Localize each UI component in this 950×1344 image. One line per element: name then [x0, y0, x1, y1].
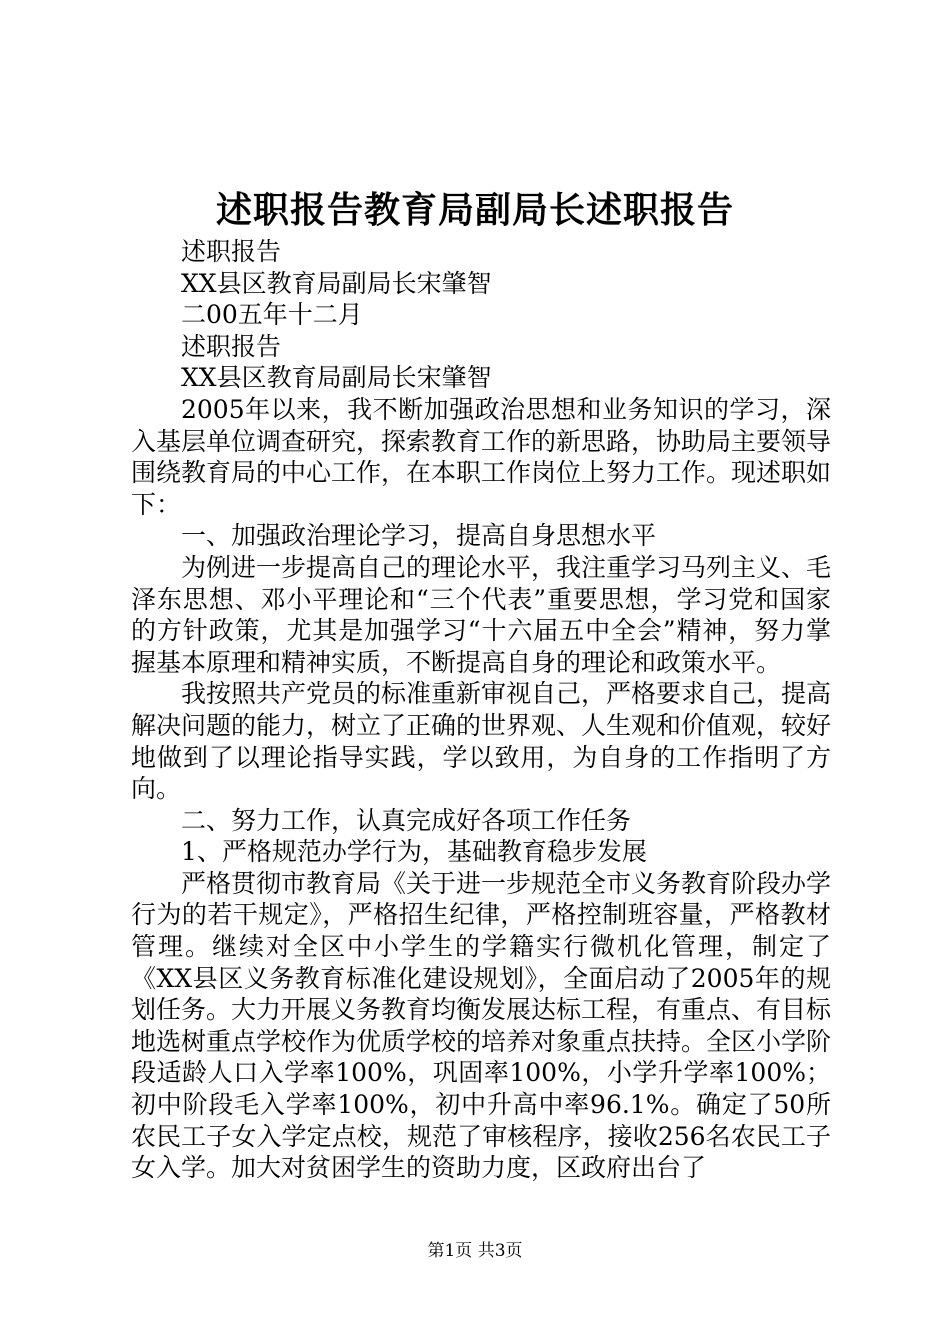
- page-footer: 第1页 共3页: [427, 1241, 523, 1261]
- paragraph-author-repeat: XX县区教育局副局长宋肇智: [181, 363, 492, 393]
- paragraph-intro: 2005年以来，我不断加强政治思想和业务知识的学习，深入基层单位调查研究，探索教育工作的新思路，协助局主要领导围绕教育局的中心工作，在本职工作岗位上努力工作。现述职如下：: [131, 394, 832, 519]
- document-body: [131, 236, 831, 1184]
- section-heading-1: 一、加强政治理论学习，提高自身思想水平: [181, 521, 657, 551]
- subsection-heading-1: 1、严格规范办学行为，基础教育稳步发展: [181, 837, 647, 867]
- paragraph-date: 二00五年十二月: [181, 300, 363, 330]
- paragraph-self-review: 我按照共产党员的标准重新审视自己，严格要求自己，提高解决问题的能力，树立了正确的世界观、人生观和价值观，较好地做到了以理论指导实践，学以致用，为自身的工作指明了方向。: [131, 679, 832, 804]
- paragraph-school-regulation: 严格贯彻市教育局《关于进一步规范全市义务教育阶段办学行为的若干规定》，严格招生纪律，严格控制班容量，严格教材管理。继续对全区中小学生的学籍实行微机化管理，制定了《XX县区义务教育标准化建设规划》，全面启动了2005年的规划任务。大力开展义务教育均衡发展达标工程，有重点、有目标地选树重点学校作为优质学校的培养对象重点扶持。全区小学阶段适龄人口入学率100%，巩固率100%，小学升学率100%；初中阶段毛入学率100%，初中升高中率96.1%。确定了50所农民工子女入学定点校，规范了审核程序，接收256名农民工子女入学。加大对贫困学生的资助力度，区政府出台了: [131, 868, 832, 1183]
- document-title: 述职报告教育局副局长述职报告: [215, 189, 734, 231]
- section-heading-2: 二、努力工作，认真完成好各项工作任务: [181, 805, 632, 835]
- paragraph-theory-study: 为例进一步提高自己的理论水平，我注重学习马列主义、毛泽东思想、邓小平理论和“三个代表”重要思想，学习党和国家的方针政策，尤其是加强学习“十六届五中全会”精神，努力掌握基本原理和精神实质，不断提高自身的理论和政策水平。: [131, 552, 832, 677]
- paragraph-heading-label-repeat: 述职报告: [181, 331, 282, 361]
- paragraph-heading-label: 述职报告: [181, 237, 282, 266]
- paragraph-author: XX县区教育局副局长宋肇智: [181, 268, 492, 298]
